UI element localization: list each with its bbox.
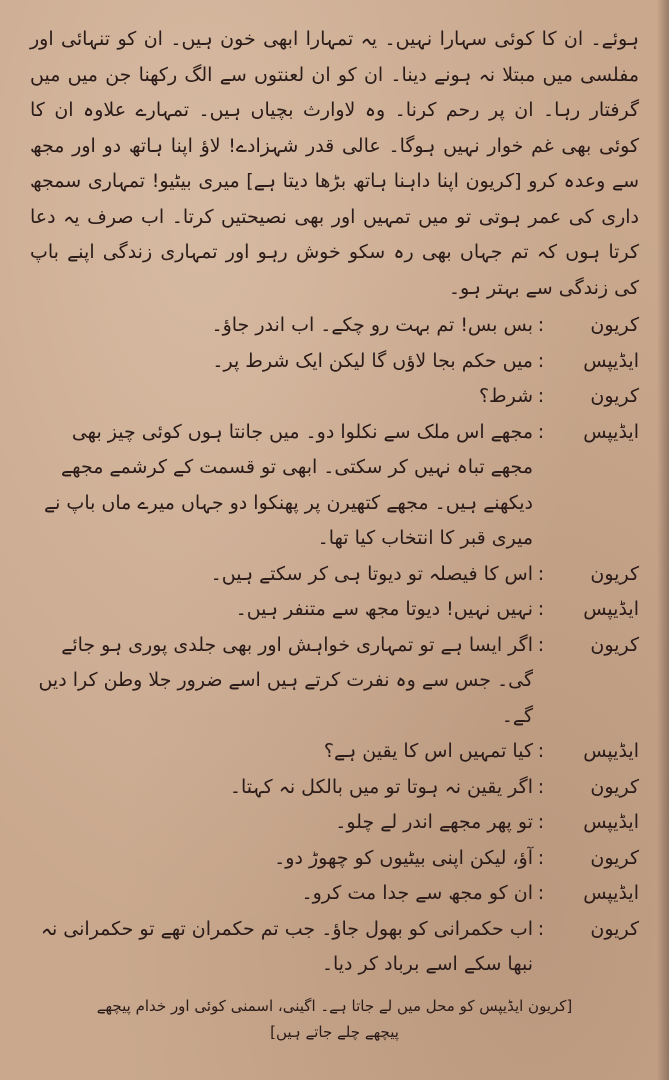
dialogue-line (30, 912, 639, 983)
dialogue-line (30, 876, 639, 912)
dialogue-line (30, 415, 639, 557)
speaker-colon: : (537, 882, 545, 904)
dialogue-line (30, 841, 639, 877)
dialogue-line (30, 308, 639, 344)
speaker-colon: : (537, 562, 545, 585)
speech-text: تو پھر مجھے اندر لے چلو۔ (335, 811, 533, 833)
speech-text: بس بس! تم بہت رو چکے۔ اب اندر جاؤ۔ (211, 314, 533, 336)
speaker-name: کریون (590, 633, 639, 656)
dialogue-line (30, 734, 639, 770)
speaker-name: ایڈیپس (583, 598, 639, 620)
dialogue-line (30, 557, 639, 593)
speaker-colon: : (537, 598, 545, 620)
speaker-colon: : (537, 420, 545, 443)
speaker-name: ایڈیپس (583, 811, 639, 833)
dialogue-block (30, 308, 639, 983)
speaker-colon: : (537, 314, 545, 336)
speaker-name: ایڈیپس (583, 349, 639, 372)
speech-text: شرط؟ (478, 385, 533, 407)
speaker-colon: : (537, 633, 545, 656)
speaker-colon: : (537, 811, 545, 833)
speaker-name: کریون (590, 775, 639, 798)
speech-text: نہیں نہیں! دیوتا مجھ سے متنفر ہیں۔ (235, 598, 533, 620)
page-edge-shadow (657, 0, 669, 1080)
speaker-name: ایڈیپس (583, 882, 639, 904)
speech-text: میں حکم بجا لاؤں گا لیکن ایک شرط پر۔ (212, 349, 533, 372)
play-text (30, 22, 639, 1045)
dialogue-line (30, 344, 639, 380)
speech-text: اس کا فیصلہ تو دیوتا ہی کر سکتے ہیں۔ (210, 562, 533, 585)
speaker-name: کریون (590, 846, 639, 869)
speaker-name: ایڈیپس (583, 740, 639, 762)
speaker-colon: : (537, 385, 545, 407)
speech-text: آؤ، لیکن اپنی بیٹیوں کو چھوڑ دو۔ (274, 846, 533, 869)
speech-text: اگر ایسا ہے تو تمہاری خواہش اور بھی جلدی پوری ہو جائے گی۔ جس سے وہ نفرت کرتے ہیں اسے ضرور جلا وطن کرا دیں گے۔ (38, 633, 533, 727)
stage-direction: [کریون ایڈیپس کو محل میں لے جاتا ہے۔ اگینی، اسمنی کوئی اور خدام پیچھے پیچھے چلے جاتے ہیں] (96, 996, 573, 1041)
speech-text: ان کو مجھ سے جدا مت کرو۔ (301, 882, 533, 904)
speech-text: مجھے اس ملک سے نکلوا دو۔ میں جانتا ہوں کوئی چیز بھی مجھے تباہ نہیں کر سکتی۔ ابھی تو قسمت کے کرشمے مجھے دیکھنے ہیں۔ مجھے کتھیرن پر پھنکوا دو جہاں میرے ماں باپ نے میری قبر کا انتخاب کیا تھا۔ (43, 420, 533, 549)
speaker-colon: : (537, 917, 545, 940)
dialogue-line (30, 379, 639, 415)
dialogue-line (30, 592, 639, 628)
speech-text: کیا تمہیں اس کا یقین ہے؟ (323, 740, 533, 762)
dialogue-line (30, 770, 639, 806)
speaker-name: کریون (590, 917, 639, 940)
speaker-name: کریون (590, 385, 639, 407)
speech-text: اب حکمرانی کو بھول جاؤ۔ جب تم حکمران تھے تو حکمرانی نہ نبھا سکے اسے برباد کر دیا۔ (40, 917, 533, 975)
speaker-colon: : (537, 846, 545, 869)
dialogue-line (30, 805, 639, 841)
monologue-paragraph: ہوئے۔ ان کا کوئی سہارا نہیں۔ یہ تمہارا ابھی خون ہیں۔ ان کو تنہائی اور مفلسی میں مبتلا نہ ہونے دینا۔ ان کو ان لعنتوں سے الگ رکھنا جن میں میں گرفتار رہا۔ ان پر رحم کرنا۔ وہ لاوارث بچیاں ہیں۔ تمہارے علاوہ ان کا کوئی بھی غم خوار نہیں ہوگا۔ عالی قدر شہزادے! لاؤ اپنا ہاتھ دو اور مجھ سے وعدہ کرو [کریون اپنا داہنا ہاتھ بڑھا دیتا ہے] میری بیٹیو! تمہاری سمجھ داری کی عمر ہوتی تو میں تمہیں اور بھی نصیحتیں کرتا۔ اب صرف یہ دعا کرتا ہوں کہ تم جہاں بھی رہ سکو خوش رہو اور تمہاری زندگی اپنے باپ کی زندگی سے بہتر ہو۔ (30, 28, 639, 299)
speech-text: اگر یقین نہ ہوتا تو میں بالکل نہ کہتا۔ (229, 775, 533, 798)
dialogue-line (30, 628, 639, 735)
speaker-colon: : (537, 775, 545, 798)
speaker-name: کریون (590, 314, 639, 336)
speaker-colon: : (537, 740, 545, 762)
speaker-name: کریون (590, 562, 639, 585)
speaker-colon: : (537, 349, 545, 372)
speaker-name: ایڈیپس (583, 420, 639, 443)
